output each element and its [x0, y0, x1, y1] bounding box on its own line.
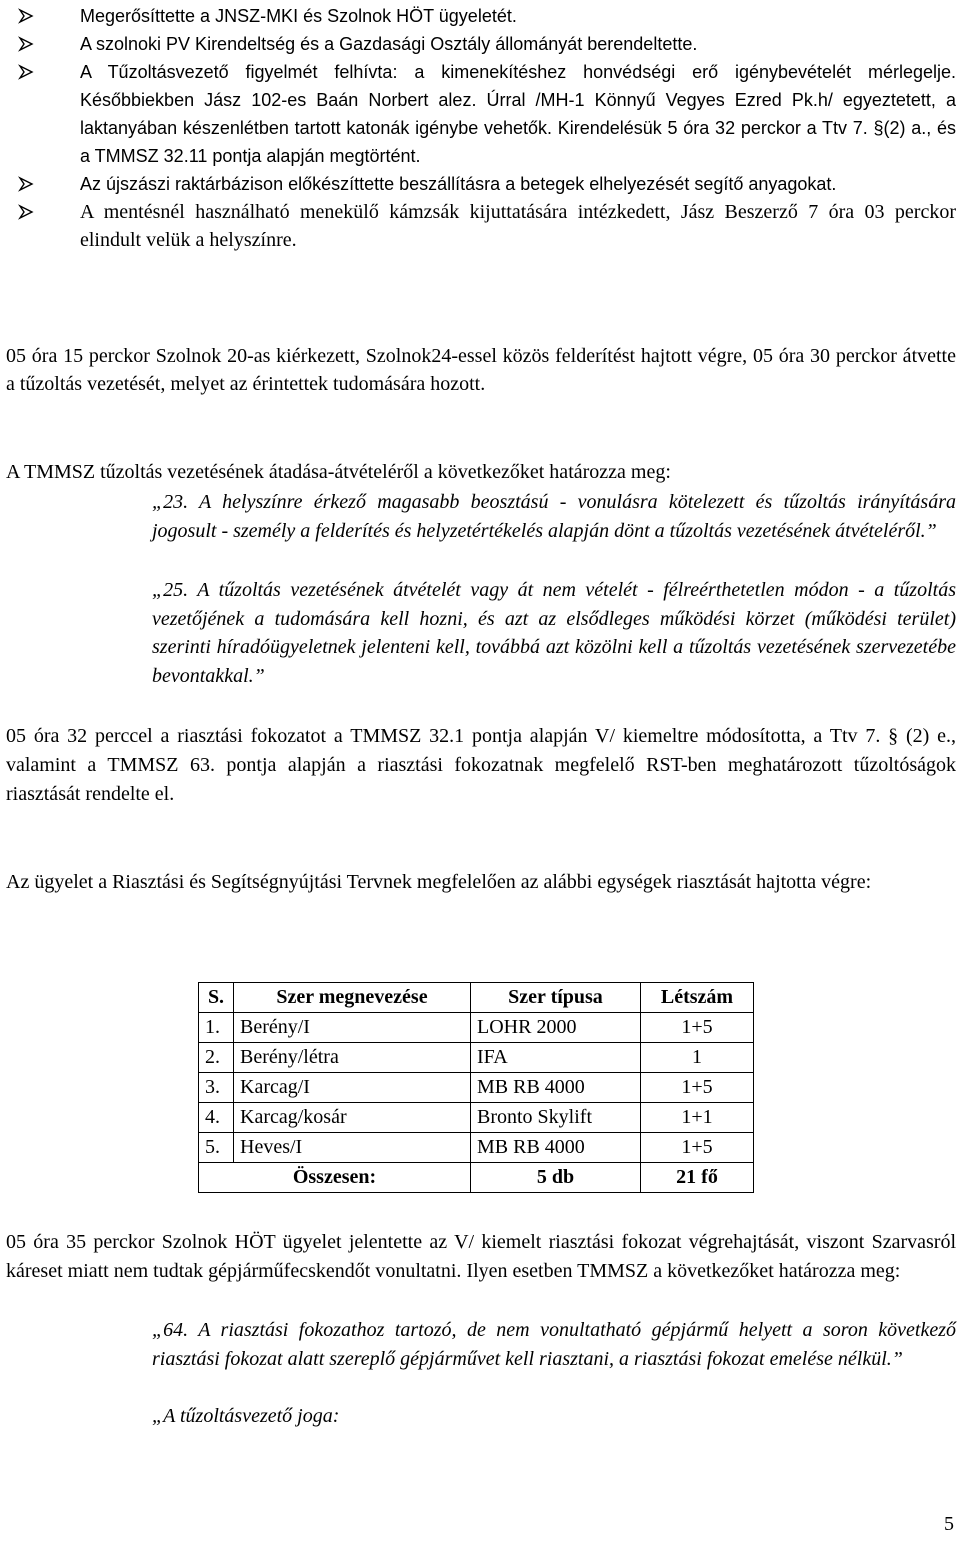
table-cell: Karcag/kosár [234, 1103, 471, 1133]
table-cell: 1+5 [641, 1013, 754, 1043]
quote-25: „25. A tűzoltás vezetésének átvételét vagy át nem vételét - félreérthetetlen módon - a tűzoltás vezetőjének a tudomására kell hozni, és azt az elsődleges működési körzet (működési terület) szerinti híradóügyeletnek jelenteni kell, továbbá azt közölni kell a tűzoltás vezetésének szervezetébe bevontakkal.” [152, 579, 956, 687]
bullet-item [6, 198, 956, 254]
page-number: 5 [944, 1513, 954, 1535]
quote-64: „64. A riasztási fokozathoz tartozó, de nem vonultatható gépjármű helyett a soron következő riasztási fokozat alatt szereplő gépjárművet kell riasztani, a riasztási fokozat emelése nélkül.” [152, 1319, 956, 1370]
paragraph-units-intro: Az ügyelet a Riasztási és Segítségnyújtási Tervnek megfelelően az alábbi egységek riasztását hajtotta végre: [6, 871, 872, 893]
table-total-cell: 21 fő [641, 1163, 754, 1193]
bullet-item [6, 170, 956, 198]
quote-23: „23. A helyszínre érkező magasabb beosztású - vonulásra kötelezett és tűzoltás irányítására jogosult - személy a felderítés és helyzetértékelés alapján dönt a tűzoltás vezetésének átvételéről.” [152, 491, 956, 542]
bullet-text: Az újszászi raktárbázison előkészíttette beszállításra a betegek elhelyezését segítő anyagokat. [80, 174, 837, 194]
table-cell: Heves/I [234, 1133, 471, 1163]
table-cell: 3. [199, 1073, 234, 1103]
paragraph-takeover: 05 óra 15 perckor Szolnok 20-as kiérkezett, Szolnok24-essel közös felderítést hajtott végre, 05 óra 30 perckor átvette a tűzoltás vezetését, melyet az érintettek tudomására hozott. [6, 345, 956, 395]
arrowhead-bullet-icon [18, 176, 34, 192]
table-row [199, 1133, 754, 1163]
table-cell: MB RB 4000 [471, 1073, 641, 1103]
bullet-item [6, 2, 956, 30]
arrowhead-bullet-icon [18, 64, 34, 80]
column-header: Szer megnevezése [234, 983, 471, 1013]
column-header: S. [199, 983, 234, 1013]
table-cell: Karcag/I [234, 1073, 471, 1103]
table-cell: 1+5 [641, 1133, 754, 1163]
table-cell: LOHR 2000 [471, 1013, 641, 1043]
table-cell: Berény/I [234, 1013, 471, 1043]
bullet-item [6, 58, 956, 170]
bullet-text: A szolnoki PV Kirendeltség és a Gazdasági Osztály állományát berendeltette. [80, 34, 698, 54]
table-row [199, 1103, 754, 1133]
quote-fire-chief-rights: „A tűzoltásvezető joga: [152, 1405, 340, 1427]
column-header: Szer típusa [471, 983, 641, 1013]
table-cell: 1+1 [641, 1103, 754, 1133]
units-table [198, 982, 754, 1193]
arrowhead-bullet-icon [18, 8, 34, 24]
paragraph-alarm-level: 05 óra 32 perccel a riasztási fokozatot a TMMSZ 32.1 pontja alapján V/ kiemeltre módosította, a Ttv 7. § (2) e., valamint a TMMSZ 63. pontja alapján a riasztási fokozatnak megfelelő RST-ben meghatározott tűzoltóságok riasztását rendelte el. [6, 725, 956, 805]
bullet-text: Megerősíttette a JNSZ-MKI és Szolnok HÖT ügyeletét. [80, 6, 517, 26]
table-cell: 1. [199, 1013, 234, 1043]
table-cell: 4. [199, 1103, 234, 1133]
table-row [199, 1073, 754, 1103]
bullet-text: A Tűzoltásvezető figyelmét felhívta: a kimenekítéshez honvédségi erő igénybevételét mérlegelje. Későbbiekben Jász 102-es Baán Norbert alez. Úrral /MH-1 Könnyű Vegyes Ezred Pk.h/ egyeztetett, a laktanyában készenlétben tartott katonák igénybe vehetők. Kirendelésük 5 óra 32 perckor a Ttv 7. §(2) a., és a TMMSZ 32.11 pontja alapján megtörtént. [80, 62, 956, 166]
arrowhead-bullet-icon [18, 204, 34, 220]
table-total-cell: 5 db [471, 1163, 641, 1193]
arrowhead-bullet-icon [18, 36, 34, 52]
table-cell: 1+5 [641, 1073, 754, 1103]
paragraph-tmmsz-intro: A TMMSZ tűzoltás vezetésének átadása-átvételéről a következőket határozza meg: [6, 461, 671, 483]
table-row [199, 1013, 754, 1043]
bullet-item [6, 30, 956, 58]
table-row [199, 1043, 754, 1073]
table-cell: 2. [199, 1043, 234, 1073]
paragraph-alarm-report: 05 óra 35 perckor Szolnok HÖT ügyelet jelentette az V/ kiemelt riasztási fokozat végrehajtását, viszont Szarvasról káreset miatt nem tudtak gépjárműfecskendőt vonultatni. Ilyen esetben TMMSZ a következőket határozza meg: [6, 1231, 956, 1282]
column-header: Létszám [641, 983, 754, 1013]
bullet-text: A mentésnél használható menekülő kámzsák kijuttatására intézkedett, Jász Beszerző 7 óra 03 perckor elindult velük a helyszínre. [80, 201, 956, 251]
table-cell: 5. [199, 1133, 234, 1163]
table-cell: IFA [471, 1043, 641, 1073]
table-cell: MB RB 4000 [471, 1133, 641, 1163]
table-cell: Berény/létra [234, 1043, 471, 1073]
table-total-row [199, 1163, 754, 1193]
table-header-row [199, 983, 754, 1013]
table-cell: Bronto Skylift [471, 1103, 641, 1133]
table-cell: 1 [641, 1043, 754, 1073]
bullet-list [6, 2, 956, 254]
table-total-label: Összesen: [199, 1163, 471, 1193]
